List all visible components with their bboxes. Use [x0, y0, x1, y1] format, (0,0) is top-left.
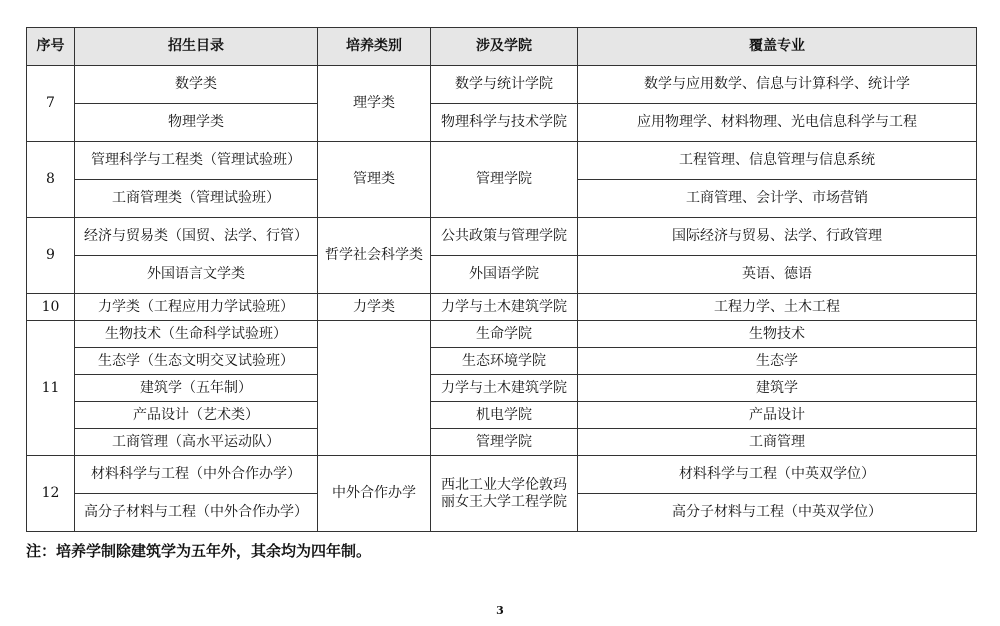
category-cell: 中外合作办学 — [318, 456, 431, 532]
header-majors: 覆盖专业 — [578, 28, 977, 66]
category-cell: 力学类 — [318, 294, 431, 321]
seq-cell: 7 — [27, 66, 75, 142]
college-cell: 生态环境学院 — [431, 348, 578, 375]
majors-cell: 生物技术 — [578, 321, 977, 348]
college-line-2: 丽女王大学工程学院 — [441, 493, 567, 510]
majors-cell: 生态学 — [578, 348, 977, 375]
catalog-cell: 生态学（生态文明交叉试验班） — [75, 348, 318, 375]
college-cell: 管理学院 — [431, 429, 578, 456]
catalog-cell: 物理学类 — [75, 104, 318, 142]
category-cell: 管理类 — [318, 142, 431, 218]
majors-cell: 数学与应用数学、信息与计算科学、统计学 — [578, 66, 977, 104]
majors-cell: 工商管理 — [578, 429, 977, 456]
table-row — [27, 348, 977, 375]
catalog-cell: 力学类（工程应用力学试验班） — [75, 294, 318, 321]
majors-cell: 产品设计 — [578, 402, 977, 429]
header-seq: 序号 — [27, 28, 75, 66]
catalog-cell: 生物技术（生命科学试验班） — [75, 321, 318, 348]
college-cell: 生命学院 — [431, 321, 578, 348]
table-row — [27, 256, 977, 294]
table-row — [27, 218, 977, 256]
seq-cell: 8 — [27, 142, 75, 218]
seq-cell: 11 — [27, 321, 75, 456]
table-row — [27, 142, 977, 180]
catalog-cell: 高分子材料与工程（中外合作办学） — [75, 494, 318, 532]
college-line-1: 西北工业大学伦敦玛 — [441, 476, 567, 493]
majors-cell: 建筑学 — [578, 375, 977, 402]
college-cell — [431, 456, 578, 532]
seq-cell: 9 — [27, 218, 75, 294]
table-row — [27, 375, 977, 402]
catalog-cell: 数学类 — [75, 66, 318, 104]
college-cell: 公共政策与管理学院 — [431, 218, 578, 256]
catalog-cell: 产品设计（艺术类） — [75, 402, 318, 429]
college-cell: 数学与统计学院 — [431, 66, 578, 104]
majors-cell: 应用物理学、材料物理、光电信息科学与工程 — [578, 104, 977, 142]
footnote: 注：培养学制除建筑学为五年外，其余均为四年制。 — [26, 542, 372, 560]
table-row — [27, 321, 977, 348]
catalog-cell: 管理科学与工程类（管理试验班） — [75, 142, 318, 180]
table-row — [27, 429, 977, 456]
college-cell: 力学与土木建筑学院 — [431, 375, 578, 402]
header-catalog: 招生目录 — [75, 28, 318, 66]
enrollment-table — [26, 27, 977, 532]
majors-cell: 工商管理、会计学、市场营销 — [578, 180, 977, 218]
catalog-cell: 材料科学与工程（中外合作办学） — [75, 456, 318, 494]
majors-cell: 工程管理、信息管理与信息系统 — [578, 142, 977, 180]
category-cell: 哲学社会科学类 — [318, 218, 431, 294]
seq-cell: 10 — [27, 294, 75, 321]
majors-cell: 材料科学与工程（中英双学位） — [578, 456, 977, 494]
table-row — [27, 294, 977, 321]
header-college: 涉及学院 — [431, 28, 578, 66]
table-row — [27, 66, 977, 104]
catalog-cell: 经济与贸易类（国贸、法学、行管） — [75, 218, 318, 256]
table-row — [27, 104, 977, 142]
college-cell: 外国语学院 — [431, 256, 578, 294]
seq-cell: 12 — [27, 456, 75, 532]
table-row — [27, 402, 977, 429]
college-cell: 物理科学与技术学院 — [431, 104, 578, 142]
college-cell: 力学与土木建筑学院 — [431, 294, 578, 321]
table-row — [27, 456, 977, 494]
category-cell — [318, 321, 431, 456]
college-cell: 管理学院 — [431, 142, 578, 218]
catalog-cell: 工商管理（高水平运动队） — [75, 429, 318, 456]
majors-cell: 工程力学、土木工程 — [578, 294, 977, 321]
page-number: 3 — [496, 604, 504, 617]
catalog-cell: 外国语言文学类 — [75, 256, 318, 294]
catalog-cell: 工商管理类（管理试验班） — [75, 180, 318, 218]
majors-cell: 高分子材料与工程（中英双学位） — [578, 494, 977, 532]
table-header-row — [27, 28, 977, 66]
category-cell: 理学类 — [318, 66, 431, 142]
majors-cell: 国际经济与贸易、法学、行政管理 — [578, 218, 977, 256]
college-cell: 机电学院 — [431, 402, 578, 429]
majors-cell: 英语、德语 — [578, 256, 977, 294]
catalog-cell: 建筑学（五年制） — [75, 375, 318, 402]
header-category: 培养类别 — [318, 28, 431, 66]
